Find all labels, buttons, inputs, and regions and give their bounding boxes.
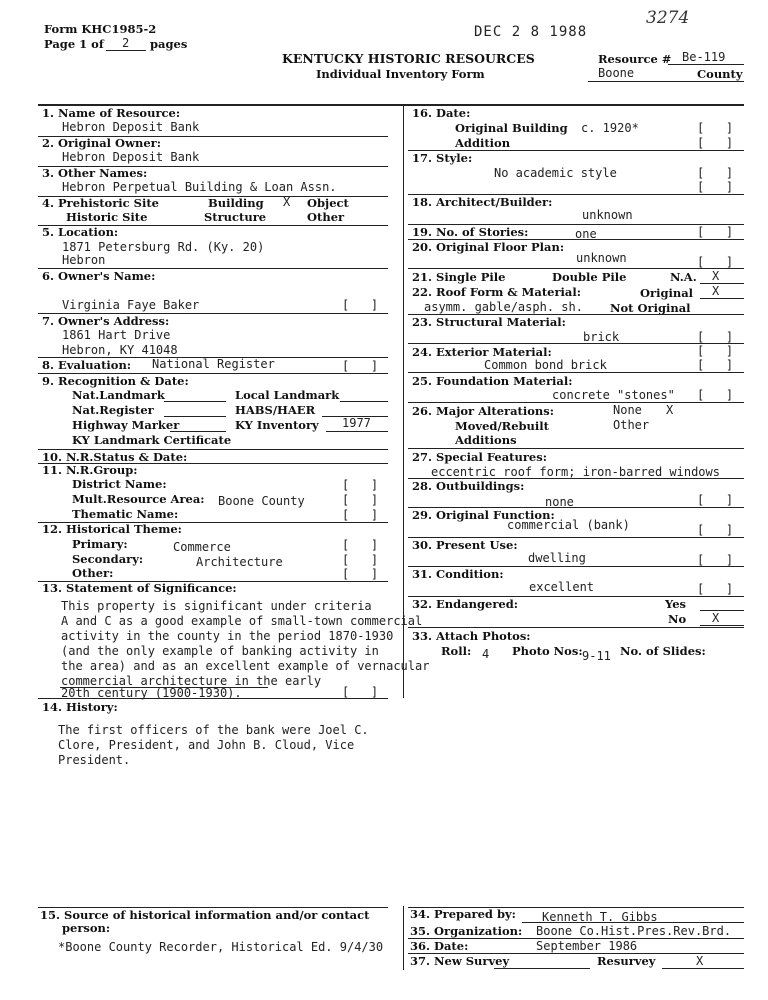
f17-value: No academic style: [494, 166, 617, 180]
f4-building: Building: [208, 196, 264, 210]
f11-mult-value: Boone County: [218, 494, 305, 508]
f31-value: excellent: [529, 580, 595, 594]
f12-secondary-value: Architecture: [196, 555, 283, 569]
f11-mult-checkbox: [ ]: [342, 493, 379, 507]
f11-label: 11. N.R.Group:: [42, 463, 138, 477]
f24-checkbox-1: [ ]: [697, 344, 734, 358]
f33-label: 33. Attach Photos:: [412, 629, 531, 643]
f7-label: 7. Owner's Address:: [42, 314, 170, 328]
f6-checkbox: [ ]: [342, 298, 379, 312]
f2-value: Hebron Deposit Bank: [62, 150, 200, 164]
f7-line1: 1861 Hart Drive: [62, 328, 171, 342]
rule: [164, 401, 226, 402]
rule: [38, 698, 388, 699]
handwritten-number: 3274: [646, 8, 690, 28]
f25-checkbox: [ ]: [697, 388, 734, 402]
f11-thematic-checkbox: [ ]: [342, 508, 379, 522]
f22-value: asymm. gable/asph. sh.: [424, 300, 583, 314]
f10-label: 10. N.R.Status & Date:: [42, 450, 188, 464]
f24-label: 24. Exterior Material:: [412, 345, 552, 359]
f15-label: 15. Source of historical information and/or contact: [40, 908, 370, 922]
f11-thematic: Thematic Name:: [72, 507, 179, 521]
f25-label: 25. Foundation Material:: [412, 374, 573, 388]
center-divider: [403, 105, 404, 698]
f32-no: No: [668, 612, 687, 626]
resource-label: Resource #: [598, 52, 672, 66]
f5-line2: Hebron: [62, 253, 106, 267]
f2-label: 2. Original Owner:: [42, 136, 161, 150]
rule: [170, 431, 226, 432]
f7-line2: Hebron, KY 41048: [62, 343, 178, 357]
f9-nat-register: Nat.Register: [72, 403, 154, 417]
f26-none-mark: X: [666, 403, 674, 417]
f9-ky-inventory: KY Inventory: [235, 418, 319, 432]
rule: [326, 431, 388, 432]
f28-checkbox: [ ]: [697, 493, 734, 507]
f15-label2: person:: [62, 921, 111, 935]
f13-checkbox: [ ]: [342, 685, 379, 699]
f21-mark: X: [712, 269, 720, 283]
rule: [408, 343, 744, 344]
f32-no-mark: X: [712, 611, 720, 625]
f9-habs: HABS/HAER: [235, 403, 316, 417]
f9-ky-landmark: KY Landmark Certificate: [72, 433, 232, 447]
f12-primary: Primary:: [72, 537, 128, 551]
f16-orig-value: c. 1920*: [581, 121, 639, 135]
f19-value: one: [575, 227, 597, 241]
f13-line: commercial architecture in the early: [61, 674, 322, 688]
f16-addition: Addition: [455, 136, 511, 150]
f20-value: unknown: [576, 251, 627, 265]
page-suffix: pages: [150, 37, 188, 51]
f9-label: 9. Recognition & Date:: [42, 374, 189, 388]
f28-value: none: [545, 495, 574, 509]
f11-district-checkbox: [ ]: [342, 478, 379, 492]
f17-checkbox-1: [ ]: [697, 166, 734, 180]
page-total: 2: [122, 36, 130, 50]
f20-checkbox: [ ]: [697, 255, 734, 269]
f13-line: A and C as a good example of small-town commercial: [61, 614, 423, 628]
f14-label: 14. History:: [42, 700, 118, 714]
f12-other-checkbox: [ ]: [342, 567, 379, 581]
f26-other: Other: [613, 418, 650, 432]
f14-line: President.: [58, 753, 131, 767]
f8-checkbox: [ ]: [342, 359, 379, 373]
f13-line: (and the only example of banking activity in: [61, 644, 379, 658]
f24-checkbox-2: [ ]: [697, 358, 734, 372]
f29-value: commercial (bank): [507, 518, 630, 532]
f4-other: Other: [307, 210, 345, 224]
county-name: Boone: [598, 66, 635, 80]
f24-value: Common bond brick: [484, 358, 607, 372]
f11-district: District Name:: [72, 477, 167, 491]
f22-label: 22. Roof Form & Material:: [412, 285, 581, 299]
f6-value: Virginia Faye Baker: [62, 298, 200, 312]
f12-other: Other:: [72, 566, 114, 580]
f13-line: activity in the county in the period 1870-1930: [61, 629, 394, 643]
f30-label: 30. Present Use:: [412, 538, 518, 552]
f22-original: Original: [640, 286, 694, 300]
rule: [408, 268, 744, 269]
f4-object: Object: [307, 196, 349, 210]
f12-secondary: Secondary:: [72, 552, 144, 566]
f26-none: None: [613, 403, 642, 417]
f13-label: 13. Statement of Significance:: [42, 581, 237, 595]
f37-label: 37. New Survey: [410, 954, 510, 968]
f5-line1: 1871 Petersburg Rd. (Ky. 20): [62, 240, 265, 254]
received-date-stamp: DEC 2 8 1988: [474, 24, 588, 40]
rule: [340, 401, 388, 402]
f8-label: 8. Evaluation:: [42, 358, 132, 372]
f23-label: 23. Structural Material:: [412, 315, 566, 329]
form-subtitle: Individual Inventory Form: [316, 67, 485, 81]
county-line: [588, 81, 744, 82]
rule: [662, 968, 744, 969]
rule: [164, 416, 226, 417]
f30-checkbox: [ ]: [697, 553, 734, 567]
f13-line: the area) and as an excellent example of vernacular: [61, 659, 430, 673]
rule: [60, 687, 268, 688]
f19-checkbox: [ ]: [697, 225, 734, 239]
f16-label: 16. Date:: [412, 106, 471, 120]
f6-label: 6. Owner's Name:: [42, 269, 156, 283]
f29-checkbox: [ ]: [697, 523, 734, 537]
f25-value: concrete "stones": [552, 388, 675, 402]
f14-line: The first officers of the bank were Joel C.: [58, 723, 369, 737]
f32-yes: Yes: [665, 597, 687, 611]
f4-mark: X: [283, 195, 291, 209]
rule: [408, 372, 744, 373]
f9-highway: Highway Marker: [72, 418, 180, 432]
resource-number: Be-119: [682, 50, 726, 64]
f9-ky-inventory-year: 1977: [342, 416, 371, 430]
f12-label: 12. Historical Theme:: [42, 522, 182, 536]
rule: [494, 968, 590, 969]
resource-line: [668, 64, 744, 65]
f13-line: This property is significant under criteria: [61, 599, 372, 613]
bottom-divider: [403, 906, 404, 970]
f16-addition-checkbox: [ ]: [697, 136, 734, 150]
county-label: County: [697, 67, 743, 81]
f33-slides: No. of Slides:: [620, 644, 706, 658]
f17-label: 17. Style:: [412, 151, 473, 165]
f31-checkbox: [ ]: [697, 582, 734, 596]
f3-value: Hebron Perpetual Building & Loan Assn.: [62, 180, 337, 194]
rule: [408, 448, 744, 449]
page-prefix: Page 1 of: [44, 37, 104, 51]
rule: [522, 922, 744, 923]
f34-label: 34. Prepared by:: [410, 907, 516, 921]
f4-historic: Historic Site: [66, 210, 148, 224]
rule: [408, 402, 744, 403]
rule: [700, 625, 744, 626]
page-total-line: [106, 50, 146, 51]
f9-nat-landmark: Nat.Landmark: [72, 388, 165, 402]
f34-value: Kenneth T. Gibbs: [542, 910, 658, 924]
f19-label: 19. No. of Stories:: [412, 225, 529, 239]
f36-label: 36. Date:: [410, 939, 469, 953]
f26-additions: Additions: [455, 433, 517, 447]
f8-value: National Register: [152, 357, 275, 371]
f20-label: 20. Original Floor Plan:: [412, 240, 565, 254]
f12-primary-checkbox: [ ]: [342, 538, 379, 552]
f18-value: unknown: [582, 208, 633, 222]
f37-resurvey: Resurvey: [597, 954, 656, 968]
f29-label: 29. Original Function:: [412, 508, 555, 522]
f4-label: 4. Prehistoric Site: [42, 196, 159, 210]
f37-mark: X: [696, 954, 704, 968]
f22-not-original: Not Original: [610, 301, 691, 315]
f33-photo: Photo Nos:: [512, 644, 583, 658]
f23-checkbox: [ ]: [697, 330, 734, 344]
f35-label: 35. Organization:: [410, 924, 523, 938]
f21-label: 21. Single Pile: [412, 270, 506, 284]
f27-value: eccentric roof form; iron-barred windows: [431, 465, 720, 479]
f9-local-landmark: Local Landmark: [235, 388, 340, 402]
form-title: KENTUCKY HISTORIC RESOURCES: [282, 51, 535, 66]
f18-label: 18. Architect/Builder:: [412, 195, 553, 209]
f4-structure: Structure: [204, 210, 267, 224]
f14-line: Clore, President, and John B. Cloud, Vice: [58, 738, 355, 752]
f33-roll: Roll:: [441, 644, 472, 658]
f21-na: N.A.: [670, 270, 697, 284]
f15-value: *Boone County Recorder, Historical Ed. 9/4/30: [58, 940, 384, 954]
f27-label: 27. Special Features:: [412, 450, 547, 464]
f17-checkbox-2: [ ]: [697, 180, 734, 194]
f13-line: 20th century (1900-1930).: [61, 686, 242, 700]
f3-label: 3. Other Names:: [42, 166, 148, 180]
rule: [408, 627, 744, 628]
f35-value: Boone Co.Hist.Pres.Rev.Brd.: [536, 924, 732, 938]
f16-orig-checkbox: [ ]: [697, 121, 734, 135]
f32-label: 32. Endangered:: [412, 597, 519, 611]
rule: [700, 610, 744, 611]
f28-label: 28. Outbuildings:: [412, 479, 525, 493]
f5-label: 5. Location:: [42, 225, 119, 239]
f22-original-mark: X: [712, 284, 720, 298]
f31-label: 31. Condition:: [412, 567, 504, 581]
form-id: Form KHC1985-2: [44, 22, 157, 36]
rule: [700, 283, 744, 284]
f33-photo-value: 9-11: [582, 649, 611, 663]
f26-moved: Moved/Rebuilt: [455, 419, 549, 433]
f1-value: Hebron Deposit Bank: [62, 120, 200, 134]
f12-primary-value: Commerce: [173, 540, 231, 554]
rule: [700, 298, 744, 299]
f11-mult: Mult.Resource Area:: [72, 492, 205, 506]
f33-roll-value: 4: [482, 647, 490, 661]
f16-orig: Original Building: [455, 121, 568, 135]
f26-label: 26. Major Alterations:: [412, 404, 554, 418]
f12-secondary-checkbox: [ ]: [342, 553, 379, 567]
f1-label: 1. Name of Resource:: [42, 106, 181, 120]
f30-value: dwelling: [528, 551, 586, 565]
f23-value: brick: [583, 330, 620, 344]
f21-double: Double Pile: [552, 270, 627, 284]
f36-value: September 1986: [536, 939, 638, 953]
